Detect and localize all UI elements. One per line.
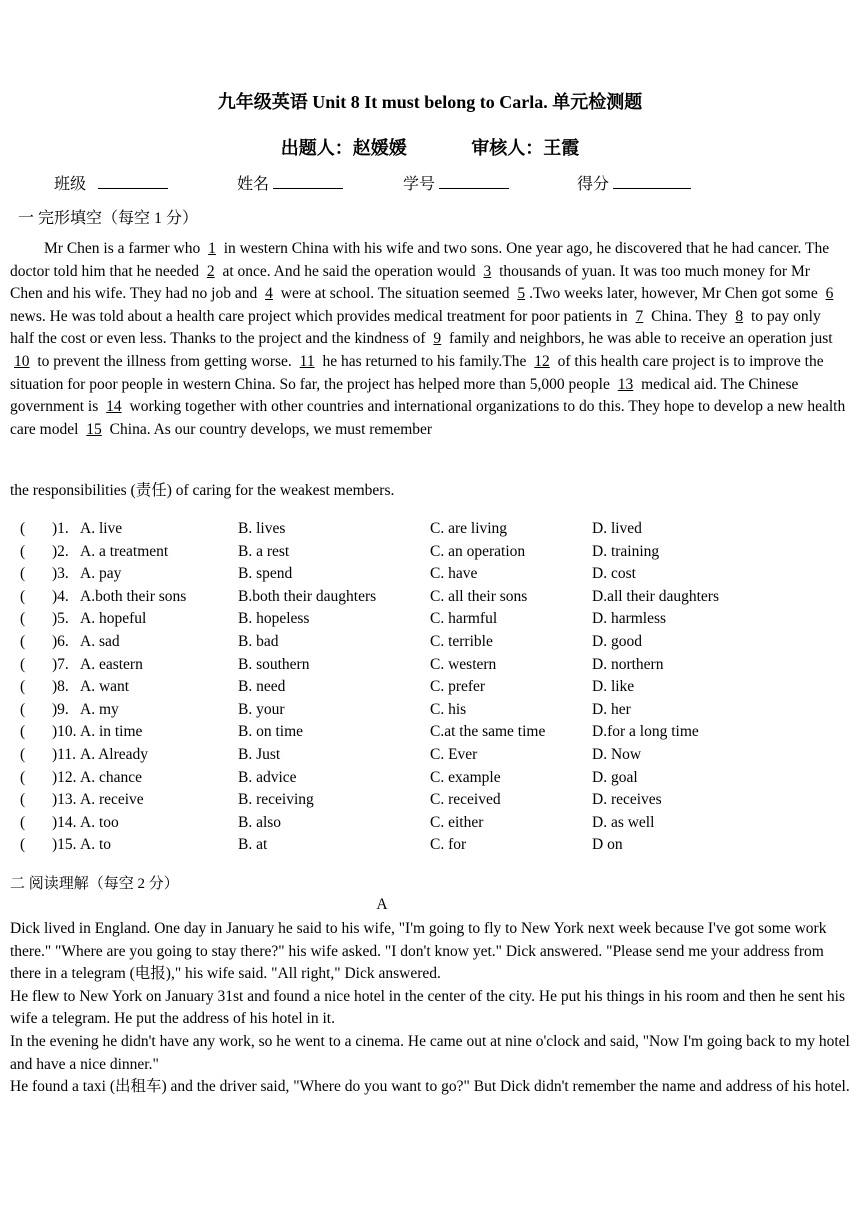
cloze-blank-1[interactable]: 1 — [208, 240, 216, 257]
cloze-blank-12[interactable]: 12 — [534, 352, 550, 370]
answer-paren[interactable]: ( — [20, 520, 26, 537]
option-d: D. training — [592, 542, 660, 560]
cloze-passage-last-line: the responsibilities (责任) of caring for the weakest members. — [10, 482, 395, 499]
passage-text: working together with other countries and international organizations to do this. They hope to develop a new health care model — [10, 398, 846, 438]
option-d: D. lived — [592, 520, 642, 537]
cloze-paragraph — [10, 238, 846, 441]
option-b: B. at — [238, 836, 268, 854]
option-c: C. have — [430, 565, 478, 583]
cloze-blank-9[interactable]: 9 — [433, 330, 442, 348]
question-number: )11. — [52, 745, 76, 763]
option-a: A. a treatment — [80, 542, 169, 560]
reading-paragraph: Dick lived in England. One day in January he said to his wife, "I'm going to fly to New York next week because I've got some work there." "Where are you going to stay there?" his wife asked. "I don't know yet." Dick answered. "Please send me your address from there in a telegram (电报)," his wife said. "All right," Dick answered. — [10, 920, 827, 983]
option-a: A. want — [80, 678, 130, 696]
option-a: A. eastern — [80, 655, 143, 673]
cloze-blank-10[interactable]: 10 — [14, 352, 30, 370]
passage-text: China. They — [647, 307, 732, 325]
passage-label: A — [376, 896, 388, 913]
option-b: B. need — [238, 678, 286, 696]
passage-text: at once. And he said the operation would — [218, 262, 480, 280]
option-a: A.both their sons — [80, 587, 187, 605]
cloze-blank-11[interactable]: 11 — [299, 352, 315, 370]
question-number: )8. — [52, 678, 69, 696]
passage-text: .Two weeks later, however, Mr Chen got some — [529, 285, 822, 303]
answer-paren[interactable]: ( — [20, 745, 26, 763]
cloze-blank-5[interactable]: 5 — [517, 285, 526, 303]
option-d: D. goal — [592, 768, 638, 786]
student-id-blank[interactable] — [439, 174, 509, 189]
option-b: B. receiving — [238, 791, 314, 809]
section1-heading: 一 完形填空（每空 1 分） — [18, 210, 199, 227]
score-label: 得分 — [577, 176, 610, 193]
question-number: )6. — [52, 632, 69, 650]
option-c: C. an operation — [430, 542, 526, 560]
option-d: D.for a long time — [592, 723, 699, 741]
class-blank[interactable] — [98, 174, 168, 189]
reviewer-label: 审核人：王霞 — [471, 138, 580, 158]
option-b: B. advice — [238, 768, 297, 786]
passage-text: news. He was told about a health care project which provides medical treatment for poor patients in — [10, 307, 632, 325]
score-blank[interactable] — [613, 174, 691, 189]
option-b: B. hopeless — [238, 610, 310, 628]
name-label: 姓名 — [237, 176, 270, 193]
option-a: A. Already — [80, 745, 149, 763]
cloze-blank-8[interactable]: 8 — [735, 307, 744, 325]
option-b: B. Just — [238, 745, 281, 763]
reading-paragraph: In the evening he didn't have any work, so he went to a cinema. He came out at nine o'clock and said, "Now I'm going back to my hotel and have a nice dinner." — [10, 1032, 850, 1073]
answer-paren[interactable]: ( — [20, 632, 26, 650]
reading-paragraph: He flew to New York on January 31st and found a nice hotel in the center of the city. He put his things in his room and then he sent his wife a telegram. He put the address of his hotel in it. — [10, 987, 845, 1028]
option-b: B. a rest — [238, 542, 290, 560]
question-number: )15. — [52, 836, 77, 854]
authors-line — [0, 134, 860, 160]
question-number: )5. — [52, 610, 69, 628]
option-b: B. also — [238, 813, 282, 831]
answer-paren[interactable]: ( — [20, 655, 26, 673]
question-number: )2. — [52, 542, 69, 560]
passage-text: family and neighbors, he was able to receive an operation just — [445, 330, 833, 348]
passage-text: to pay only half the cost or even less. Thanks to the project and the kindness of — [10, 307, 821, 348]
cloze-blank-7[interactable]: 7 — [635, 307, 644, 325]
passage-text: to prevent the illness from getting worse. — [33, 352, 296, 370]
option-d: D. good — [592, 632, 642, 650]
cloze-blank-6[interactable]: 6 — [825, 285, 834, 303]
option-b: B. your — [238, 700, 285, 718]
option-c: C. example — [430, 768, 501, 786]
cloze-blank-3[interactable]: 3 — [483, 262, 492, 280]
reading-passage — [10, 918, 852, 1099]
answer-paren[interactable]: ( — [20, 813, 26, 831]
option-c: C. are living — [430, 520, 508, 537]
passage-text: thousands of yuan. It was too much money for Mr Chen and his wife. They had no job and — [10, 262, 810, 303]
passage-text: China. As our country develops, we must remember — [105, 420, 433, 438]
option-d: D.all their daughters — [592, 587, 719, 605]
question-number: )1. — [52, 520, 69, 537]
cloze-passage — [10, 238, 846, 441]
passage-text: were at school. The situation seemed — [276, 285, 514, 303]
class-field[interactable] — [54, 171, 168, 194]
option-b: B. southern — [238, 655, 310, 673]
option-a: A. hopeful — [80, 610, 147, 628]
question-number: )13. — [52, 791, 77, 809]
option-b: B. bad — [238, 632, 279, 650]
option-a: A. my — [80, 700, 119, 718]
answer-paren[interactable]: ( — [20, 542, 26, 560]
reading-paragraph: He found a taxi (出租车) and the driver said, "Where do you want to go?" But Dick didn't remember the name and address of his hotel. — [10, 1078, 850, 1096]
option-d: D. harmless — [592, 610, 667, 628]
cloze-blank-13[interactable]: 13 — [617, 375, 634, 393]
option-c: C. harmful — [430, 610, 498, 628]
option-d: D. Now — [592, 745, 642, 763]
cloze-blank-14[interactable]: 14 — [106, 398, 122, 416]
option-c: C. prefer — [430, 678, 486, 696]
answer-paren[interactable]: ( — [20, 610, 26, 628]
question-number: )9. — [52, 700, 69, 718]
option-b: B. spend — [238, 565, 293, 583]
question-number: )12. — [52, 768, 77, 786]
option-d: D on — [592, 836, 623, 854]
option-c: C. either — [430, 813, 484, 831]
option-c: C. western — [430, 655, 497, 673]
option-b: B. on time — [238, 723, 304, 741]
option-d: D. like — [592, 678, 635, 696]
score-field[interactable] — [577, 171, 691, 194]
option-a: A. receive — [80, 791, 144, 809]
option-a: A. too — [80, 813, 119, 831]
option-c: C.at the same time — [430, 723, 546, 741]
option-d: D. receives — [592, 791, 662, 809]
question-number: )7. — [52, 655, 69, 673]
student-id-label: 学号 — [403, 176, 436, 193]
option-c: C. all their sons — [430, 587, 528, 605]
option-b: B. lives — [238, 520, 286, 537]
question-number: )14. — [52, 813, 77, 831]
answer-paren[interactable]: ( — [20, 587, 26, 605]
answer-paren[interactable]: ( — [20, 700, 26, 718]
answer-paren[interactable]: ( — [20, 768, 26, 786]
answer-paren[interactable]: ( — [20, 836, 26, 854]
passage-text: he has returned to his family.The — [318, 352, 531, 370]
setter-label: 出题人：赵媛媛 — [280, 138, 407, 158]
option-a: A. chance — [80, 768, 142, 786]
option-a: A. sad — [80, 632, 120, 650]
page-title: 九年级英语 Unit 8 It must belong to Carla. 单元检测题 — [217, 92, 643, 112]
passage-text: in western China with his wife and two sons. One year ago, he discovered that he had cancer. The doctor told him that he needed — [10, 240, 830, 280]
cloze-blank-15[interactable]: 15 — [86, 420, 102, 438]
question-number: )4. — [52, 587, 69, 605]
name-blank[interactable] — [273, 174, 343, 189]
name-field[interactable] — [237, 171, 343, 194]
cloze-blank-4[interactable]: 4 — [265, 285, 273, 303]
option-c: C. his — [430, 700, 467, 718]
option-d: D. her — [592, 700, 631, 718]
answer-paren[interactable]: ( — [20, 565, 26, 583]
option-c: C. Ever — [430, 745, 478, 763]
section2-heading: 二 阅读理解（每空 2 分） — [10, 876, 179, 892]
option-d: D. northern — [592, 655, 664, 673]
option-a: A. pay — [80, 565, 122, 583]
passage-text: medical aid. The Chinese government is — [10, 375, 799, 416]
option-c: C. received — [430, 791, 501, 809]
option-a: A. in time — [80, 723, 143, 741]
option-d: D. cost — [592, 565, 636, 583]
answer-paren[interactable]: ( — [20, 723, 26, 741]
class-label: 班级 — [54, 176, 87, 193]
question-number: )3. — [52, 565, 69, 583]
option-b: B.both their daughters — [238, 587, 377, 605]
passage-text: Mr Chen is a farmer who — [44, 240, 205, 257]
answer-paren[interactable]: ( — [20, 791, 26, 809]
passage-text: of this health care project is to improve the situation for poor people in western China. So far, the project has helped more than 5,000 people — [10, 352, 824, 393]
cloze-blank-2[interactable]: 2 — [206, 262, 215, 280]
option-a: A. to — [80, 836, 111, 854]
option-c: C. terrible — [430, 632, 493, 650]
question-number: )10. — [52, 723, 77, 741]
option-c: C. for — [430, 836, 467, 854]
student-id-field[interactable] — [403, 171, 509, 194]
option-a: A. live — [80, 520, 123, 537]
answer-paren[interactable]: ( — [20, 678, 26, 696]
option-d: D. as well — [592, 813, 655, 831]
